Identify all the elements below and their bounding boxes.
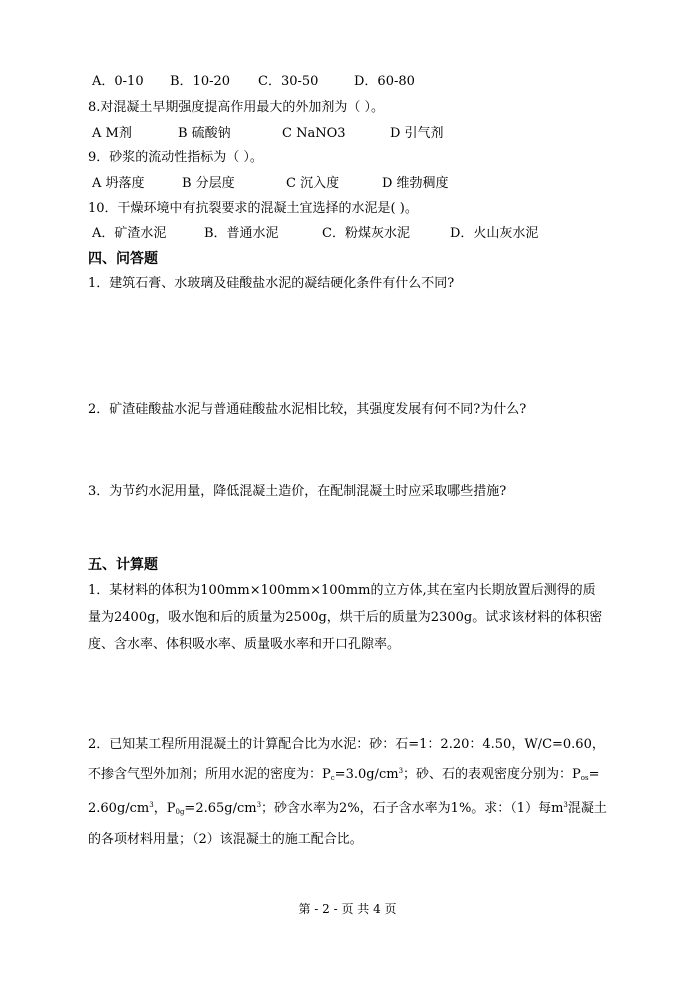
q7-option-a: A．0-10 [92, 74, 144, 89]
q2-text-4: =2.60g/cm [88, 767, 600, 816]
q2-text-7: ；砂含水率为2%，石子含水率为1%。求：（1）每m [261, 801, 564, 816]
q2-sub-c: c [330, 774, 335, 782]
q8-option-c: C NaNO3 [282, 126, 346, 141]
q10-stem: 10．干燥环境中有抗裂要求的混凝土宜选择的水泥是( )。 [88, 201, 418, 216]
section4-question-2: 2．矿渣硅酸盐水泥与普通硅酸盐水泥相比较，其强度发展有何不同?为什么? [88, 402, 527, 417]
q8-options [92, 124, 444, 144]
section5-question-1: 1．某材料的体积为100mm×100mm×100mm的立方体,其在室内长期放置后测得的质量为2400g，吸水饱和后的质量为2500g，烘干后的质量为2300g。试求该材料的体积密度、含水率、体积吸水率、质量吸水率和开口孔隙率。 [88, 583, 603, 652]
q8-option-a: A M剂 [92, 126, 132, 141]
q9-option-c: C 沉入度 [286, 176, 340, 191]
q9-option-b: B 分层度 [182, 176, 235, 191]
q10-option-c: C．粉煤灰水泥 [322, 226, 410, 241]
q2-text-5: ，P [153, 801, 176, 816]
section5-title: 五、计算题 [88, 557, 158, 573]
q8-option-d: D 引气剂 [390, 126, 444, 141]
section5-question-2 [88, 731, 608, 853]
page-footer: 第 - 2 - 页 共 4 页 [298, 902, 397, 916]
q7-option-d: D．60-80 [354, 74, 415, 89]
q7-option-b: B．10-20 [170, 74, 231, 89]
q2-text-3: ；砂、石的表观密度分别为：P [403, 767, 581, 782]
q10-option-d: D．火山灰水泥 [450, 226, 539, 241]
q2-text-6: =2.65g/cm [184, 801, 257, 816]
section4-title: 四、问答题 [88, 251, 158, 267]
q9-option-a: A 坍落度 [92, 176, 145, 191]
q8-option-b: B 硫酸钠 [178, 126, 231, 141]
q2-sub-os: os [580, 774, 589, 782]
q9-options [92, 174, 449, 194]
q10-options [92, 224, 538, 244]
section4-question-1: 1．建筑石膏、水玻璃及硅酸盐水泥的凝结硬化条件有什么不同? [88, 276, 455, 291]
section4-question-3: 3．为节约水泥用量，降低混凝土造价，在配制混凝土时应采取哪些措施? [88, 484, 507, 499]
q7-option-c: C．30-50 [258, 74, 319, 89]
q2-text-1: 2．已知某工程所用混凝土的计算配合比为水泥：砂：石=1：2.20：4.50，W/C=0.60，不掺含气型外加剂；所用水泥的密度为：P [88, 737, 605, 782]
q10-option-a: A．矿渣水泥 [92, 226, 167, 241]
q9-stem: 9．砂浆的流动性指标为（ ）。 [88, 150, 263, 165]
q2-sup-3: 3 [256, 801, 262, 809]
q2-sub-og: 0g [175, 808, 185, 816]
q10-option-b: B．普通水泥 [204, 226, 279, 241]
q8-stem: 8.对混凝土早期强度提高作用最大的外加剂为（ ）。 [88, 100, 385, 115]
q2-sup-1: 3 [398, 767, 404, 775]
q2-sup-4: 3 [563, 801, 568, 809]
q9-option-d: D 维勃稠度 [382, 176, 449, 191]
q7-options [92, 72, 415, 92]
q2-text-8: 混凝土的各项材料用量；（2）该混凝土的施工配合比。 [88, 801, 607, 847]
q2-text-2: =3.0g/cm [334, 767, 399, 782]
q2-sup-2: 3 [149, 801, 154, 809]
